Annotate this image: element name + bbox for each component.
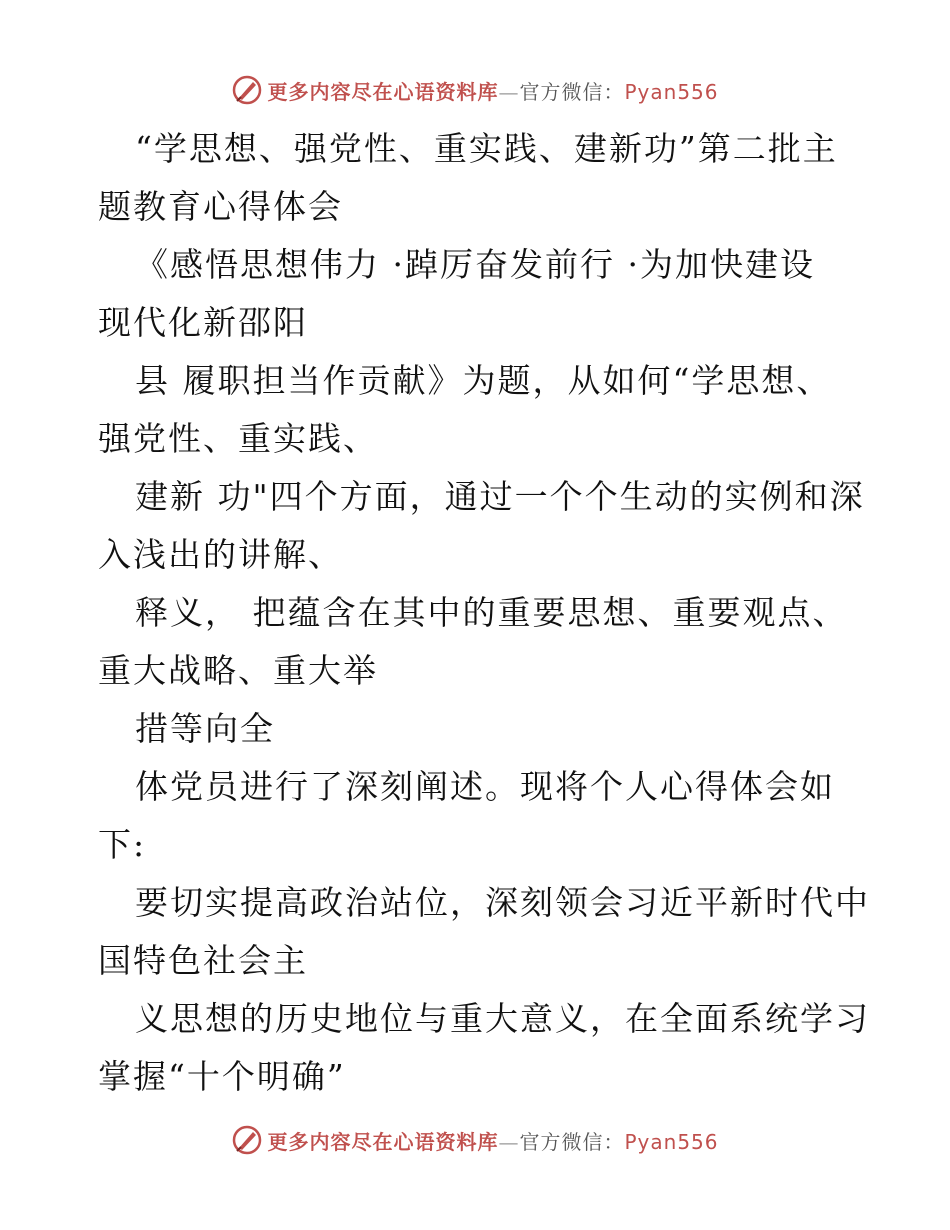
text-line: 现代化新邵阳: [98, 303, 308, 342]
footer-banner: [0, 1122, 950, 1158]
text-line: 建新 功"四个方面，通过一个个生动的实例和深: [135, 477, 865, 516]
banner-wechat-label: 官方微信：: [519, 1129, 625, 1154]
text-line: 强党性、重实践、: [98, 419, 378, 458]
banner-dash: —: [498, 1129, 520, 1154]
text-line: 入浅出的讲解、: [98, 535, 343, 574]
text-line: 掌握“十个明确”: [98, 1057, 346, 1096]
text-line: 重大战略、重大举: [98, 651, 378, 690]
banner-wechat-id: Pyan556: [624, 1129, 719, 1154]
text-line: 国特色社会主: [98, 941, 308, 980]
text-line: 题教育心得体会: [98, 187, 343, 226]
text-line: 措等向全: [135, 709, 275, 748]
body-text: [98, 120, 870, 1106]
text-line: 下:: [98, 825, 147, 864]
text-line: “学思想、强党性、重实践、建新功”第二批主: [135, 129, 838, 168]
banner-wechat-label: 官方微信：: [519, 79, 625, 104]
banner-text: [267, 76, 718, 105]
banner-accent-text: 更多内容尽在心语资料库: [267, 79, 499, 104]
text-line: 体党员进行了深刻阐述。现将个人心得体会如: [135, 767, 835, 806]
quill-logo-icon: [231, 74, 263, 106]
text-line: 释义， 把蕴含在其中的重要思想、重要观点、: [135, 593, 848, 632]
text-line: 要切实提高政治站位，深刻领会习近平新时代中: [135, 883, 870, 922]
banner-accent-text: 更多内容尽在心语资料库: [267, 1129, 499, 1154]
banner-wechat-id: Pyan556: [624, 79, 719, 104]
banner-text: [267, 1126, 718, 1155]
text-line: 《感悟思想伟力 ·踔厉奋发前行 ·为加快建设: [135, 245, 815, 284]
header-banner: [0, 72, 950, 108]
quill-logo-icon: [231, 1124, 263, 1156]
text-line: 义思想的历史地位与重大意义，在全面系统学习: [135, 999, 870, 1038]
banner-dash: —: [498, 79, 520, 104]
text-line: 县 履职担当作贡献》为题，从如何“学思想、: [135, 361, 832, 400]
